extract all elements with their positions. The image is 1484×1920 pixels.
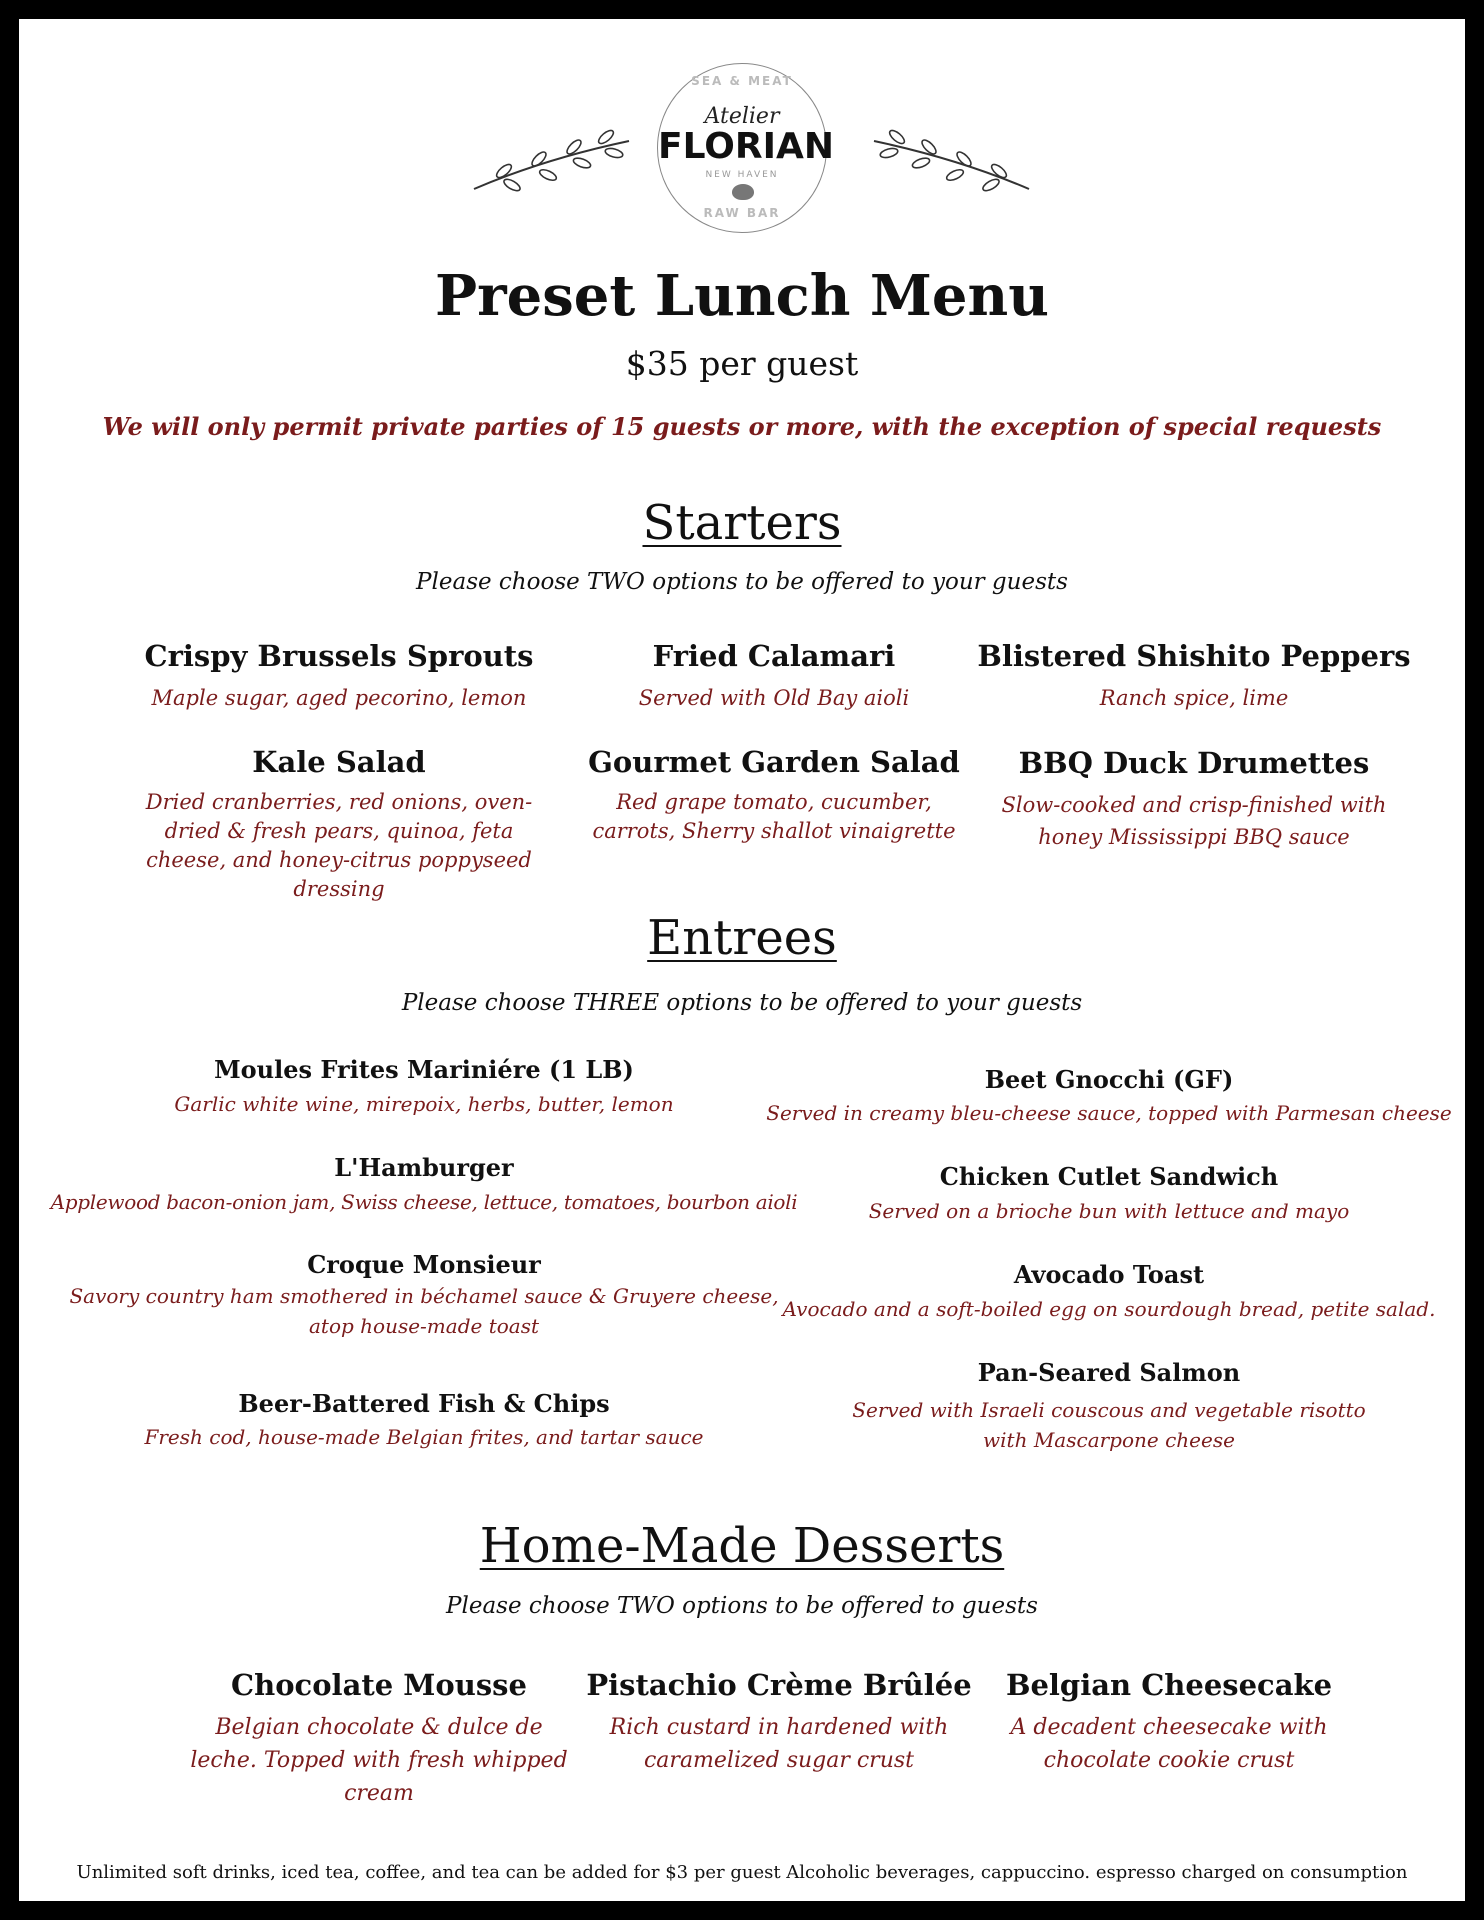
entree-desc: Fresh cod, house-made Belgian frites, and tartar sauce — [144, 1425, 704, 1449]
starters-note: Please choose TWO options to be offered to your guests — [416, 569, 1068, 595]
entree-name: Beet Gnocchi (GF) — [984, 1065, 1234, 1094]
entree-name: Chicken Cutlet Sandwich — [939, 1162, 1279, 1191]
starters-title: Starters — [642, 495, 842, 551]
dessert-desc: A decadent cheesecake with chocolate cookie crust — [1010, 1715, 1328, 1773]
page-title: Preset Lunch Menu — [435, 263, 1049, 329]
laurel-right-icon — [869, 119, 1039, 199]
entree-name: Beer-Battered Fish & Chips — [238, 1389, 610, 1418]
logo-location: NEW HAVEN — [705, 170, 779, 180]
restaurant-logo — [657, 63, 834, 233]
menu-page — [19, 19, 1465, 1901]
dessert-name: Chocolate Mousse — [231, 1668, 527, 1702]
starter-name: Crispy Brussels Sprouts — [144, 639, 534, 673]
entree-desc: Garlic white wine, mirepoix, herbs, butter, lemon — [174, 1092, 674, 1116]
entrees-title: Entrees — [647, 910, 837, 966]
logo-bottom-text: RAW BAR — [703, 206, 781, 220]
desserts-note: Please choose TWO options to be offered to guests — [446, 1593, 1038, 1619]
entree-name: Moules Frites Mariniére (1 LB) — [214, 1055, 634, 1084]
starter-desc: Dried cranberries, red onions, oven-dried & fresh pears, quinoa, feta cheese, and honey-citrus poppyseed dressing — [145, 790, 533, 901]
entree-name: Avocado Toast — [1013, 1260, 1205, 1289]
oyster-icon — [732, 184, 754, 200]
starter-desc: Red grape tomato, cucumber, carrots, Sherry shallot vinaigrette — [592, 790, 956, 843]
entree-desc: Served on a brioche bun with lettuce and mayo — [868, 1199, 1350, 1223]
dessert-name: Pistachio Crème Brûlée — [586, 1668, 972, 1702]
starter-desc: Slow-cooked and crisp-finished with honey Mississippi BBQ sauce — [1001, 793, 1387, 849]
logo-brand: FLORIAN — [658, 126, 834, 167]
starter-desc: Served with Old Bay aioli — [638, 686, 910, 710]
logo-script: Atelier — [704, 104, 780, 129]
footer-note: Unlimited soft drinks, iced tea, coffee, and tea can be added for $3 per guest Alcoholic beverages, cappuccino. espresso charged on consumption — [76, 1862, 1408, 1883]
laurel-left-icon — [464, 119, 634, 199]
starter-name: Fried Calamari — [652, 639, 896, 673]
starter-name: Gourmet Garden Salad — [588, 745, 960, 779]
starter-name: Blistered Shishito Peppers — [977, 639, 1411, 673]
entrees-note: Please choose THREE options to be offered to your guests — [401, 990, 1083, 1016]
starter-desc: Ranch spice, lime — [1099, 686, 1289, 710]
logo-top-text: SEA & MEAT — [691, 74, 793, 88]
dessert-desc: Belgian chocolate & dulce de leche. Topped with fresh whipped cream — [190, 1715, 568, 1806]
entree-desc: Avocado and a soft-boiled egg on sourdough bread, petite salad. — [782, 1297, 1436, 1321]
price: $35 per guest — [625, 344, 859, 383]
entree-desc: Served in creamy bleu-cheese sauce, topped with Parmesan cheese — [766, 1101, 1452, 1125]
entree-name: Pan-Seared Salmon — [977, 1358, 1241, 1387]
starter-name: Kale Salad — [252, 745, 426, 779]
dessert-name: Belgian Cheesecake — [1005, 1668, 1333, 1702]
entree-name: Croque Monsieur — [307, 1250, 541, 1279]
starter-desc: Maple sugar, aged pecorino, lemon — [151, 686, 527, 710]
entree-desc: Savory country ham smothered in béchamel sauce & Gruyere cheese, atop house-made toast — [69, 1284, 779, 1338]
entree-desc: Served with Israeli couscous and vegetable risotto with Mascarpone cheese — [852, 1398, 1366, 1452]
starter-name: BBQ Duck Drumettes — [1018, 746, 1370, 780]
dessert-desc: Rich custard in hardened with caramelized sugar crust — [609, 1715, 949, 1773]
entree-name: L'Hamburger — [334, 1153, 514, 1182]
desserts-title: Home-Made Desserts — [479, 1518, 1005, 1574]
entree-desc: Applewood bacon-onion jam, Swiss cheese, lettuce, tomatoes, bourbon aioli — [50, 1190, 798, 1214]
party-notice: We will only permit private parties of 15 guests or more, with the exception of special requests — [102, 412, 1382, 441]
